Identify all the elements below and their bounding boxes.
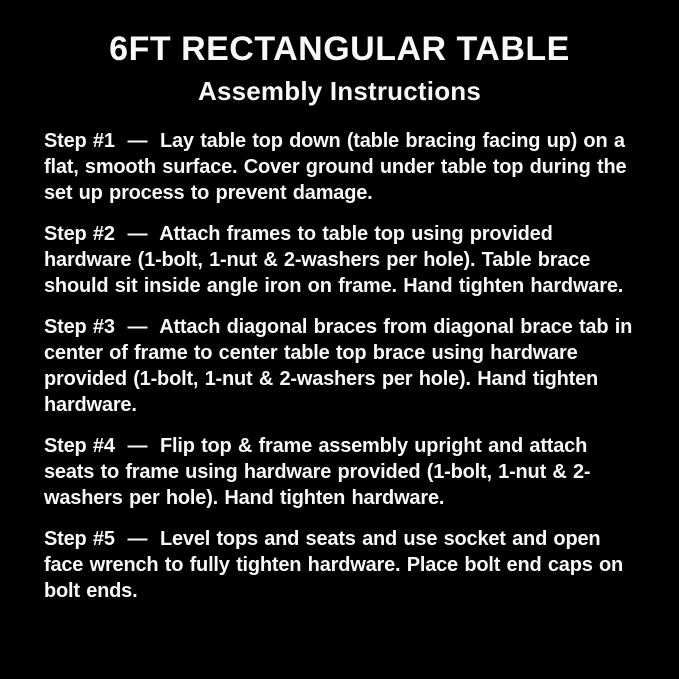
poster-header [0,30,679,107]
page-title: 6FT RECTANGULAR TABLE [109,30,570,68]
page-subtitle: Assembly Instructions [197,76,482,107]
steps-list [0,128,679,604]
step-1-text: Step #1 — Lay table top down (table bracing facing up) on a flat, smooth surface. Cover ground under table top during the set up process to prevent damage. [44,129,633,204]
step-4-text: Step #4 — Flip top & frame assembly upright and attach seats to frame using hardware provided (1-bolt, 1-nut & 2-washers per hole). Hand tighten hardware. [44,434,594,509]
step-3-text: Step #3 — Attach diagonal braces from diagonal brace tab in center of frame to center table top brace using hardware provided (1-bolt, 1-nut & 2-washers per hole). Hand tighten hardware. [44,315,639,416]
step-2-text: Step #2 — Attach frames to table top using provided hardware (1-bolt, 1-nut & 2-washers per hole). Table brace should sit inside angle iron on frame. Hand tighten hardware. [44,222,624,297]
step-5-text: Step #5 — Level tops and seats and use socket and open face wrench to fully tighten hardware. Place bolt end caps on bolt ends. [44,527,630,602]
